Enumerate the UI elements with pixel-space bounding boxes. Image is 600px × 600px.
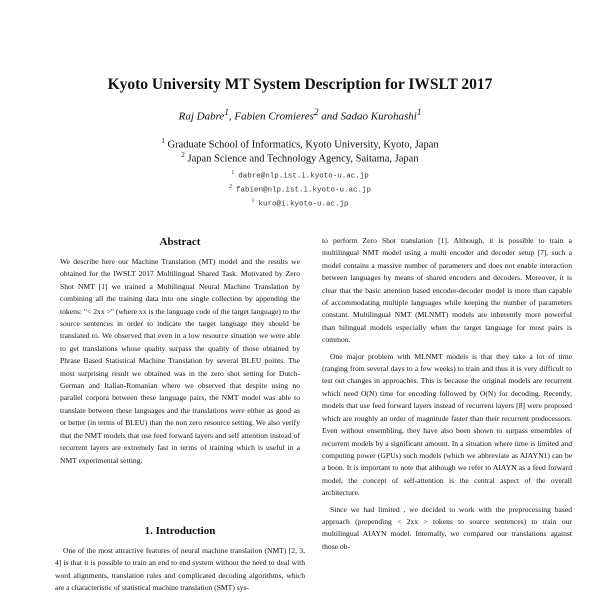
affiliation-text: Japan Science and Technology Agency, Saitama, Japan: [187, 153, 419, 165]
affiliation-text: Graduate School of Informatics, Kyoto University, Kyoto, Japan: [167, 139, 439, 151]
email-line: [0, 170, 600, 181]
email-address[interactable]: fabien@nlp.ist.i.kyoto-u.ac.jp: [235, 186, 372, 195]
abstract-body: We describe here our Machine Translation (MT) model and the results we obtained for the IWSLT 2017 Multilingual Shared Task. Motivated by Zero Shot NMT [1] we trained a Multilingual Neural Machine Translation by combining all the training data into one single collection by appending the tokens: "< 2xx >" (where xx is the language code of the target language) to the source sentences in order to indicate the target language they should be translated to. We observed that even in a low resource situation we were able to get translations whose quality surpass the quality of those obtained by Phrase Based Statistical Machine Translation by several BLEU points. The most surprising result we obtained was in the zero shot setting for Dutch-German and Italian-Romanian where we observed that despite using no parallel corpora between these language pairs, the NMT model was able to translate between these languages and the translations were either as good as or better (in terms of BLEU) than the non zero resource setting. We also verify that the NMT models that use feed forward layers and self attention instead of recurrent layers are extremely fast in terms of training which is useful in a NMT experimental setting.: [60, 257, 300, 465]
author-line: [0, 107, 600, 123]
author-affil-marker: 2: [313, 107, 319, 117]
email-line: [0, 184, 600, 195]
email-line: [0, 198, 600, 209]
email-marker: 1: [251, 198, 255, 204]
affiliation: [0, 137, 600, 151]
author-name: Sadao Kurohashi: [340, 110, 417, 123]
affiliation: [0, 151, 600, 165]
author-name: Raj Dabre: [178, 110, 225, 123]
affiliation-marker: 1: [161, 137, 165, 145]
paper-title: Kyoto University MT System Description for IWSLT 2017: [107, 76, 493, 93]
body-paragraph: Since we had limited , we decided to work with the preprocessing based approach (prepending < 2xx > tokens to source sentences) to train our multilingual AIAYN model. Internally, we compared our translations against those ob-: [322, 504, 572, 551]
author-separator: ,: [228, 110, 235, 123]
body-paragraph: to perform Zero Shot translation [1]. Although, it is possible to train a multilingual NMT model using a multi encoder and decoder setup [7], such a model contains a massive number of parameters and does not enable interaction between languages by means of shared encoders and decoders. Moreover, it is clear that the basic attention based encoder-decoder model is more than capable of accommodating multiple languages while keeping the number of parameters constant. Multilingual NMT (MLNMT) models are inherently more powerful than bilingual models especially when the target language for most pairs is common.: [322, 236, 572, 345]
author-affil-marker: 1: [224, 107, 229, 117]
email-address[interactable]: kuro@i.kyoto-u.ac.jp: [258, 200, 349, 209]
right-column: [322, 235, 572, 557]
author-affil-marker: 1: [416, 107, 422, 117]
introduction-body: One of the most attractive features of neural machine translation (NMT) [2, 3, 4] is that it is possible to train an end to end system without the need to deal with word alignments, translation rules and complicated decoding algorithms, which are a characteristic of statistical machine translation (SMT) sys-: [55, 546, 305, 593]
author-conjunction: and: [318, 110, 341, 123]
body-paragraph: One major problem with MLNMT models is that they take a lot of time (ranging from several days to a few weeks) to train and thus it is very difficult to test out changes in approaches. This is because the original models are recurrent which need O(N) time for encoding followed by O(N) for decoding. Recently, models that use feed forward layers instead of recurrent layers [8] were proposed which are roughly an order of magnitude faster than their recurrent predecessors. Even without ensembling, they have also been shown to surpass ensembles of recurrent models by a significant amount. In a situation where time is limited and computing power (GPUs) such models (which we abbreviate as AIAYN1) can be a boon. It is important to note that although we refer to AIAYN as a feed forward model, the concept of self-attention is the central aspect of the overall architecture.: [322, 351, 572, 498]
email-address[interactable]: dabre@nlp.ist.i.kyoto-u.ac.jp: [238, 172, 369, 181]
abstract-heading: Abstract: [159, 236, 201, 248]
introduction-heading: 1. Introduction: [144, 525, 216, 537]
author-name: Fabien Cromieres: [234, 110, 314, 123]
affiliation-marker: 2: [181, 151, 185, 159]
email-marker: 1: [231, 170, 235, 176]
email-marker: 2: [228, 184, 232, 190]
